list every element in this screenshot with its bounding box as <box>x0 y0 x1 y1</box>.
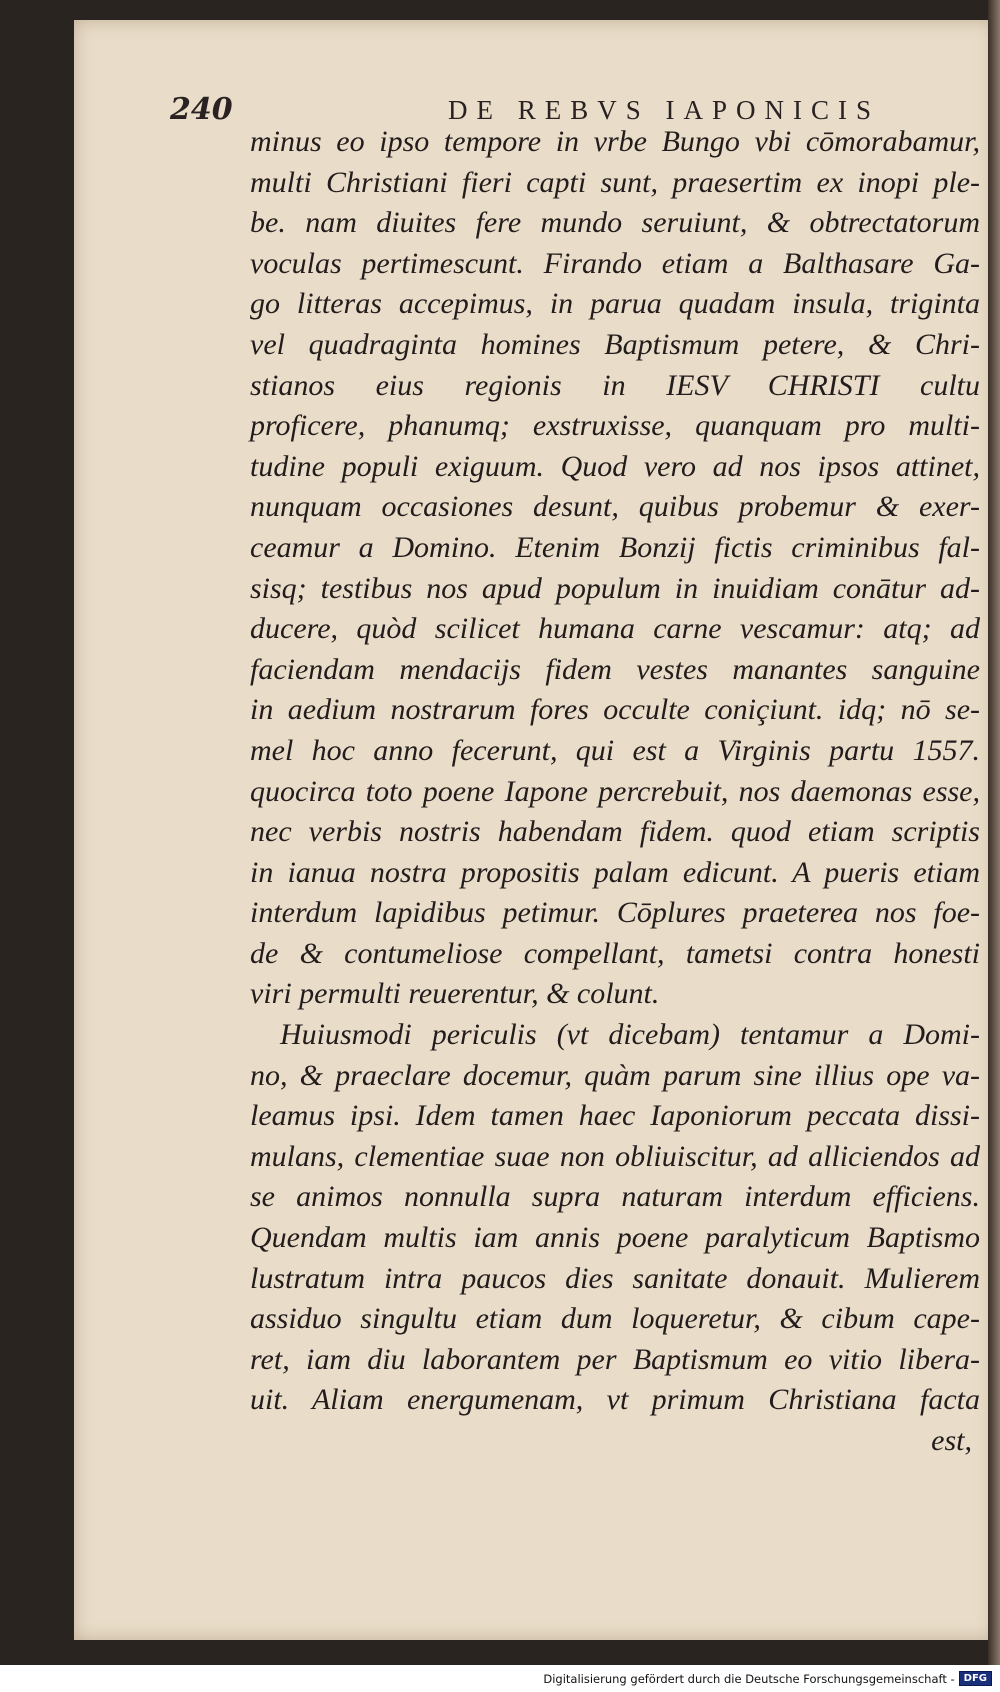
text-line: viri permulti reuerentur, & colunt. <box>250 977 660 1011</box>
text-line: nec verbis nostris habendam fidem. quod etiam scriptis <box>250 815 980 849</box>
text-line: no, & praeclare docemur, quàm parum sine illius ope va- <box>250 1058 980 1092</box>
text-line: ceamur a Domino. Etenim Bonzij fictis criminibus fal- <box>250 530 980 564</box>
digitization-footer <box>0 1665 1000 1692</box>
text-line: nunquam occasiones desunt, quibus probemur & exer- <box>250 490 980 524</box>
text-line: Huiusmodi periculis (vt dicebam) tentamur a Domi- <box>280 1018 980 1052</box>
text-line: multi Christiani fieri capti sunt, praesertim ex inopi ple- <box>250 165 980 199</box>
text-line: uit. Aliam energumenam, vt primum Christiana facta <box>250 1383 980 1417</box>
page-number: 240 <box>170 92 233 127</box>
text-line: mulans, clementiae suae non obliuiscitur, ad alliciendos ad <box>250 1139 980 1173</box>
text-line: mel hoc anno fecerunt, qui est a Virginis partu 1557. <box>250 733 980 767</box>
catchword: est, <box>931 1424 972 1457</box>
text-line: be. nam diuites fere mundo seruiunt, & obtrectatorum <box>250 206 980 240</box>
text-line: sisq; testibus nos apud populum in inuidiam conātur ad- <box>250 571 980 605</box>
text-line: in ianua nostra propositis palam edicunt. A pueris etiam <box>250 855 980 889</box>
page-edge <box>988 0 1000 1665</box>
text-line: leamus ipsi. Idem tamen haec Iaponiorum peccata dissi- <box>250 1099 980 1133</box>
text-line: vel quadraginta homines Baptismum petere, & Chri- <box>250 327 980 361</box>
text-line: ret, iam diu laborantem per Baptismum eo vitio libera- <box>250 1342 980 1376</box>
text-line: in aedium nostrarum fores occulte coniçiunt. idq; nō se- <box>250 693 980 727</box>
text-line: assiduo singultu etiam dum loqueretur, & cibum cape- <box>250 1302 980 1336</box>
text-line: minus eo ipso tempore in vrbe Bungo vbi cōmorabamur, <box>250 125 980 158</box>
text-line: voculas pertimescunt. Firando etiam a Balthasare Ga- <box>250 246 980 280</box>
text-line: tudine populi exiguum. Quod vero ad nos ipsos attinet, <box>250 449 980 483</box>
body-text <box>250 122 980 1462</box>
text-line: go litteras accepimus, in parua quadam insula, triginta <box>250 287 980 321</box>
text-line: quocirca toto poene Iapone percrebuit, nos daemonas esse, <box>250 774 980 808</box>
text-line: faciendam mendacijs fidem vestes manantes sanguine <box>250 652 980 686</box>
dfg-logo-icon: DFG <box>959 1671 992 1686</box>
footer-credit: Digitalisierung gefördert durch die Deutsche Forschungsgemeinschaft - <box>543 1671 955 1686</box>
text-line: ducere, quòd scilicet humana carne vescamur: atq; ad <box>250 612 980 646</box>
text-line: interdum lapidibus petimur. Cōplures praeterea nos foe- <box>250 896 980 930</box>
running-title: DE REBVS IAPONICIS <box>447 95 880 125</box>
text-line: lustratum intra paucos dies sanitate donauit. Mulierem <box>250 1261 980 1295</box>
text-line: se animos nonnulla supra naturam interdum efficiens. <box>250 1180 980 1214</box>
text-line: stianos eius regionis in IESV CHRISTI cultu <box>250 368 980 402</box>
text-line: Quendam multis iam annis poene paralyticum Baptismo <box>250 1221 980 1255</box>
text-line: proficere, phanumq; exstruxisse, quanquam pro multi- <box>250 409 980 443</box>
text-line: de & contumeliose compellant, tametsi contra honesti <box>250 936 980 970</box>
